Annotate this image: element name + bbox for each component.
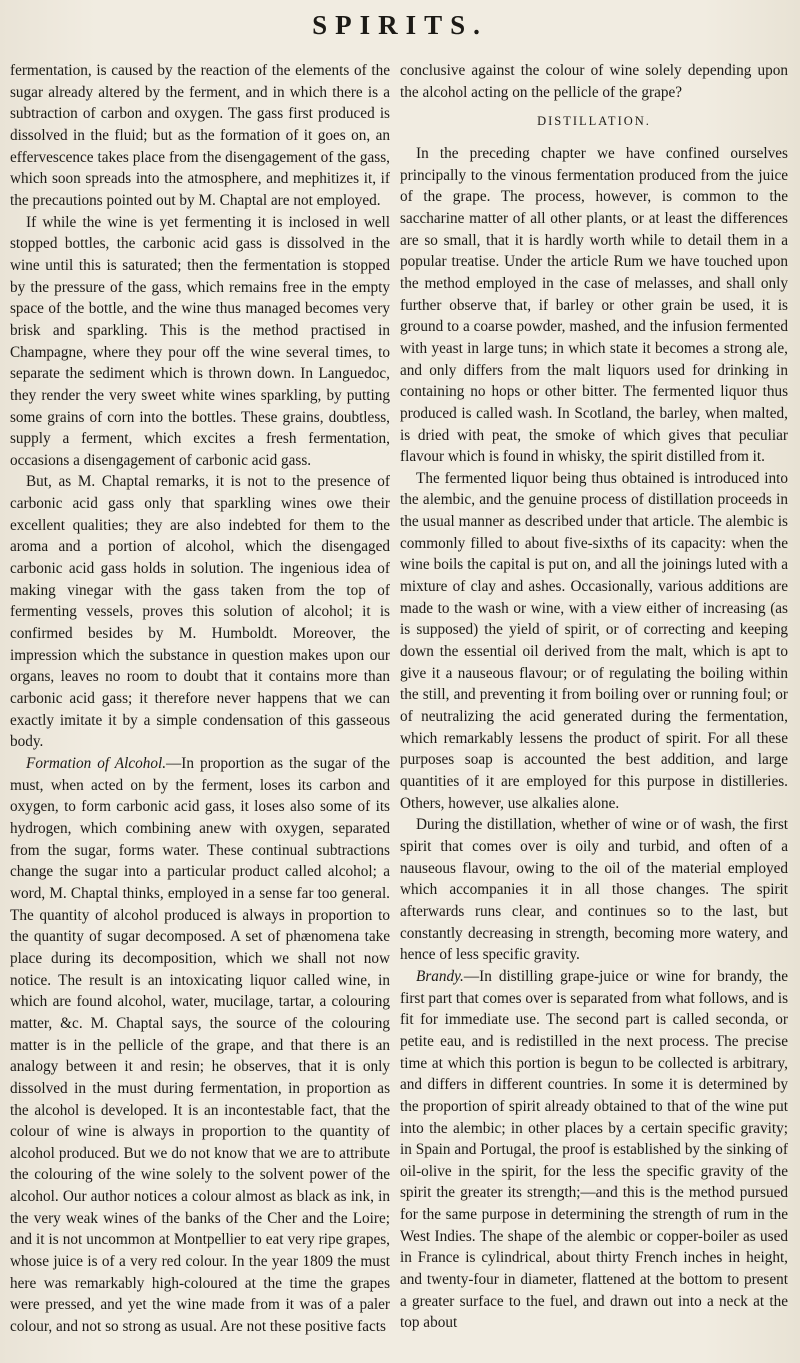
paragraph-brandy — [400, 966, 788, 1334]
subsection-title: Brandy. — [416, 967, 464, 985]
paragraph: The fermented liquor being thus obtained is introduced into the alembic, and the genuine process of distillation proceeds in the usual manner as described under that article. The alembic is commonly filled to about five-sixths of its capacity: when the wine boils the capital is put on, and all the joinings luted with a mixture of clay and ashes. Occasionally, various additions are made to the wash or wine, with a view either of increasing (as is supposed) the yield of spirit, or of correcting and keeping down the essential oil derived from the malt, which is apt to give it a nauseous flavour; or of regulating the boiling within the still, and preventing it from boiling over or running foul; or of neutralizing the acid generated during the fermentation, which remarkably lessens the product of spirit. For all these purposes soap is accounted the best addition, and large quantities of it are employed for this purpose in distilleries. Others, however, use alkalies alone. — [400, 469, 788, 812]
paragraph: fermentation, is caused by the reaction of the elements of the sugar already altered by the ferment, and in which there is a subtraction of carbon and oxygen. The gass first produced is dissolved in the fluid; but as the formation of it goes on, an effervescence takes place from the disengagement of the gass, which soon spreads into the atmosphere, and mephitizes it, if the precautions pointed out by M. Chaptal are not employed. — [10, 62, 390, 209]
section-title: DISTILLATION. — [537, 114, 651, 129]
subsection-title: Formation of Alcohol. — [26, 755, 167, 772]
paragraph: conclusive against the colour of wine solely depending upon the alcohol acting on the pellicle of the grape? — [400, 62, 788, 101]
paragraph-formation-of-alcohol — [10, 753, 390, 1338]
paragraph: But, as M. Chaptal remarks, it is not to the presence of carbonic acid gass only that sparkling wines owe their excellent qualities; they are also indebted for them to the aroma and a portion of alcohol, which the disengaged carbonic acid gass holds in solution. The ingenious idea of making vinegar with the gass taken from the top of fermenting vessels, proves this solution of alcohol; it is confirmed besides by M. Humboldt. Moreover, the impression which the substance in question makes upon our organs, leaves no room to doubt that it contains more than carbonic acid gass; it therefore never happens that we can exactly imitate it by a simple condensation of this gasseous body. — [10, 473, 390, 751]
paragraph: If while the wine is yet fermenting it is inclosed in well stopped bottles, the carbonic acid gass is dissolved in the wine until this is saturated; then the fermentation is stopped by the pressure of the gass, which remains free in the empty space of the bottle, and the wine thus managed becomes very brisk and sparkling. This is the method practised in Champagne, where they pour off the wine several times, to separate the sediment which is thrown down. In Languedoc, they render the very sweet white wines sparkling, by putting some grains of corn into the bottles. These grains, doubtless, supply a ferment, which excites a fresh fermentation, occasions a disengagement of carbonic acid gass. — [10, 213, 390, 469]
paragraph: In the preceding chapter we have confined ourselves principally to the vinous fermentation produced from the juice of the grape. The process, however, is common to the saccharine matter of all other plants, or at least the differences are so small, that it is hardly worth while to detail them in a popular treatise. Under the article Rum we have touched upon the method employed in the case of melasses, and shall only further observe that, if barley or other grain be used, it is ground to a coarse powder, mashed, and the infusion fermented with yeast in large tuns; in which state it becomes a strong ale, and only differs from the malt liquors used for drinking in containing no hops or other bitter. The fermented liquor thus produced is called wash. In Scotland, the barley, when malted, is dried with peat, the smoke of which gives that peculiar flavour which is found in whisky, the spirit distilled from it. — [400, 144, 788, 466]
right-column — [400, 60, 788, 1334]
paragraph-body: —In distilling grape-juice or wine for brandy, the first part that comes over is separated from what follows, and is fit for immediate use. The second part is called seconda, or petite eau, and is redistilled in the next process. The precise time at which this portion is begun to be collected is arbitrary, and differs in different countries. In some it is determined by the proportion of spirit already obtained to that of the wine put into the alembic; in other places by a certain specific gravity; in Spain and Portugal, the proof is established by the sinking of oil-olive in the spirit, for the less the specific gravity of the spirit the greater its strength;—and this is the method pursued for the same purpose in determining the strength of rum in the West Indies. The shape of the alembic or copper-boiler as used in France is cylindrical, about thirty French inches in height, and twenty-four in diameter, flattened at the bottom to present a greater surface to the fuel, and drawn out into a neck at the top about — [400, 967, 788, 1332]
left-column — [10, 60, 390, 1338]
paragraph-body: —In proportion as the sugar of the must, when acted on by the ferment, loses its carbon and oxygen, to form carbonic acid gass, it loses also some of its hydrogen, which combining anew with oxygen, separated from the sugar, forms water. These continual subtractions change the sugar into a particular product called alcohol; a word, M. Chaptal thinks, employed in a sense far too general. The quantity of alcohol produced is always in proportion to the quantity of sugar decomposed. A set of phænomena take place during its decomposition, which we shall not now notice. The result is an intoxicating liquor called wine, in which are found alcohol, water, mucilage, tartar, a colouring matter, &c. M. Chaptal says, the source of the colouring matter is in the pellicle of the grape, and that there is an analogy between it and resin; he observes, that it is only dissolved in the must during fermentation, in proportion as the alcohol is developed. It is an incontestable fact, that the colour of wine is always in proportion to the quantity of alcohol produced. But we do not know that we are to attribute the colouring of the wine solely to the solvent power of the alcohol. Our author notices a colour almost as black as ink, in the very weak wines of the banks of the Cher and the Loire; and it is not uncommon at Montpellier to eat very ripe grapes, whose juice is of a very red colour. In the year 1809 the must here was remarkably high-coloured at the time the grapes were pressed, and yet the wine made from it was of a paler colour, and not so strong as usual. Are not these positive facts — [10, 755, 390, 1336]
running-head: SPIRITS. — [312, 10, 488, 40]
paragraph: During the distillation, whether of wine or of wash, the first spirit that comes over is oily and turbid, and often of a nauseous flavour, owing to the oil of the material employed which accompanies it in all those changes. The spirit afterwards runs clear, and continues so to the last, but constantly decreasing in strength, becoming more watery, and hence of less specific gravity. — [400, 816, 788, 964]
